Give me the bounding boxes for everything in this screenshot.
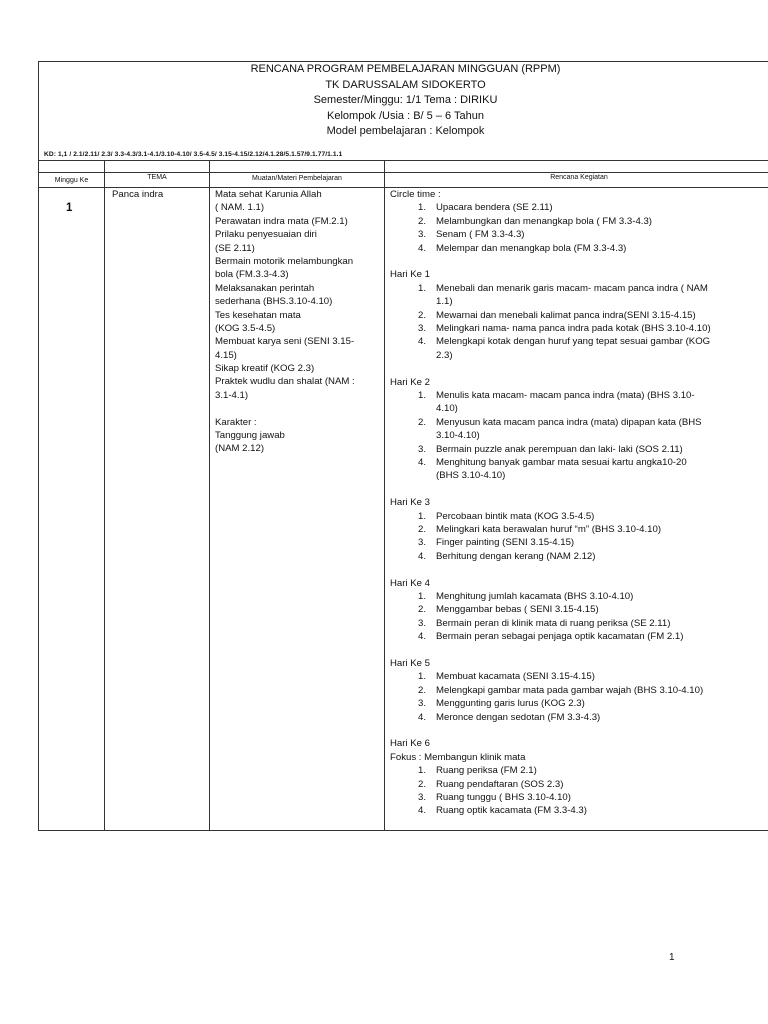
- col-divider-3: [384, 160, 385, 831]
- muatan-line: 3.1-4.1): [215, 389, 249, 401]
- muatan-line: (NAM 2.12): [215, 443, 265, 455]
- muatan-line: [215, 402, 355, 415]
- activity-text: Melempar dan menangkap bola (FM 3.3-4.3): [436, 242, 627, 254]
- activity-text: Ruang tunggu ( BHS 3.10-4.10): [436, 792, 571, 804]
- activity-item: [390, 443, 711, 456]
- activity-day-label: Hari Ke 4: [390, 577, 430, 589]
- activity-text: 2.3): [436, 349, 453, 361]
- muatan-line: Prilaku penyesuaian diri: [215, 229, 317, 241]
- muatan-line: Sikap kreatif (KOG 2.3): [215, 363, 315, 375]
- activity-text: Menghitung jumlah kacamata (BHS 3.10-4.10): [436, 591, 634, 603]
- activity-text: Menggambar bebas ( SENI 3.15-4.15): [436, 604, 599, 616]
- muatan-line: Bermain motorik melambungkan: [215, 255, 354, 267]
- section-spacer: [390, 644, 711, 657]
- document-title: RENCANA PROGRAM PEMBELAJARAN MINGGUAN (RPPM): [250, 63, 561, 75]
- activity-item: [390, 617, 711, 630]
- activity-number: 2.: [417, 684, 426, 696]
- activity-list: [390, 510, 711, 564]
- activity-number: 1.: [417, 591, 426, 603]
- activity-item: [390, 684, 711, 697]
- activity-number: 3.: [417, 698, 426, 710]
- activity-text: 3.10-4.10): [436, 430, 480, 442]
- col-divider-1: [104, 160, 105, 831]
- activity-item: [390, 282, 711, 309]
- activity-item: [390, 536, 711, 549]
- col-header-rencana: Rencana Kegiatan: [550, 174, 608, 181]
- page-number: 1: [669, 952, 675, 963]
- activity-text: Ruang optik kacamata (FM 3.3-4.3): [436, 805, 587, 817]
- activity-text: Menyusun kata macam panca indra (mata) dipapan kata (BHS: [436, 416, 702, 428]
- kd-line: KD: 1,1 / 2.1/2.11/ 2.3/ 3.3-4.3/3.1-4.1/3.10-4.10/ 3.5-4.5/ 3.15-4.15/2.12/4.1.28/5.1.57/9.1.77/1.1.1: [44, 151, 343, 158]
- activity-number: 4.: [417, 550, 426, 562]
- activity-item: [390, 201, 711, 214]
- activity-item: [390, 791, 711, 804]
- activity-item: [390, 764, 711, 777]
- muatan-line: ( NAM. 1.1): [215, 202, 265, 214]
- col-header-tema: TEMA: [147, 174, 167, 181]
- muatan-list: [215, 188, 355, 456]
- activity-item: [390, 416, 711, 443]
- activity-number: 2.: [417, 604, 426, 616]
- activity-text: Senam ( FM 3.3-4.3): [436, 229, 525, 241]
- activity-text: Ruang pendaftaran (SOS 2.3): [436, 778, 564, 790]
- muatan-line: (KOG 3.5-4.5): [215, 322, 276, 334]
- activity-number: 2.: [417, 778, 426, 790]
- activity-text: Menulis kata macam- macam panca indra (mata) (BHS 3.10-: [436, 390, 695, 402]
- activity-text: Meronce dengan sedotan (FM 3.3-4.3): [436, 711, 601, 723]
- activity-item: [390, 670, 711, 683]
- activity-number: 3.: [417, 792, 426, 804]
- school-name: TK DARUSSALAM SIDOKERTO: [325, 78, 486, 91]
- activity-day-label: Hari Ke 5: [390, 658, 430, 670]
- activity-list: [390, 201, 711, 255]
- muatan-line: Tanggung jawab: [215, 430, 285, 442]
- activity-number: 4.: [417, 711, 426, 723]
- activity-item: [390, 456, 711, 483]
- activity-day-label: Hari Ke 3: [390, 497, 430, 509]
- activity-item: [390, 804, 711, 817]
- activity-item: [390, 215, 711, 228]
- rppm-document: [38, 61, 768, 831]
- activity-number: 4.: [417, 242, 426, 254]
- activity-list: [390, 764, 711, 818]
- activity-number: 3.: [417, 617, 426, 629]
- muatan-line: Melaksanakan perintah: [215, 282, 315, 294]
- activity-text: Percobaan bintik mata (KOG 3.5-4.5): [436, 510, 595, 522]
- activity-item: [390, 603, 711, 616]
- activity-list: [390, 590, 711, 644]
- activity-text: Berhitung dengan kerang (NAM 2.12): [436, 550, 596, 562]
- activity-day-label: Hari Ke 1: [390, 269, 430, 281]
- activity-text: 1.1): [436, 296, 453, 308]
- activity-text: Bermain puzzle anak perempuan dan laki- laki (SOS 2.11): [436, 443, 683, 455]
- activity-text: Finger painting (SENI 3.15-4.15): [436, 537, 575, 549]
- activity-item: [390, 322, 711, 335]
- activity-text: Menghitung banyak gambar mata sesuai kartu angka10-20: [436, 457, 687, 469]
- activity-item: [390, 389, 711, 416]
- muatan-line: Membuat karya seni (SENI 3.15-: [215, 336, 355, 348]
- activity-number: 1.: [417, 282, 426, 294]
- activity-item: [390, 697, 711, 710]
- activity-number: 2.: [417, 416, 426, 428]
- muatan-line: Karakter :: [215, 416, 257, 428]
- activity-number: 2.: [417, 309, 426, 321]
- activity-item: [390, 630, 711, 643]
- activity-number: 2.: [417, 215, 426, 227]
- activity-number: 2.: [417, 524, 426, 536]
- group-age: Kelompok /Usia : B/ 5 – 6 Tahun: [327, 109, 484, 122]
- activity-text: Melengkapi gambar mata pada gambar wajah (BHS 3.10-4.10): [436, 684, 704, 696]
- muatan-line: Praktek wudlu dan shalat (NAM :: [215, 376, 355, 388]
- activity-text: 4.10): [436, 403, 458, 415]
- table-top-border: [39, 160, 768, 161]
- activity-item: [390, 309, 711, 322]
- activity-text: Menggunting garis lurus (KOG 2.3): [436, 698, 585, 710]
- section-spacer: [390, 563, 711, 576]
- activity-list: [390, 282, 711, 362]
- activity-number: 1.: [417, 671, 426, 683]
- minggu-ke-value: 1: [66, 202, 73, 214]
- document-header: [39, 62, 768, 140]
- muatan-line: 4.15): [215, 349, 237, 361]
- activity-item: [390, 335, 711, 362]
- tema-value: Panca indra: [112, 189, 164, 200]
- muatan-line: Mata sehat Karunia Allah: [215, 189, 322, 200]
- activity-item: [390, 510, 711, 523]
- activity-item: [390, 228, 711, 241]
- section-spacer: [390, 255, 711, 268]
- activity-list: [390, 389, 711, 483]
- activity-number: 1.: [417, 510, 426, 522]
- activity-text: Melengkapi kotak dengan huruf yang tepat sesuai gambar (KOG: [436, 336, 711, 348]
- activity-number: 1.: [417, 765, 426, 777]
- activity-number: 3.: [417, 443, 426, 455]
- activity-day-label: Circle time :: [390, 189, 441, 200]
- activity-item: [390, 711, 711, 724]
- activity-item: [390, 590, 711, 603]
- activity-item: [390, 523, 711, 536]
- activity-text: Ruang periksa (FM 2.1): [436, 765, 537, 777]
- header-row-top-border: [39, 172, 768, 173]
- activity-day-label: Hari Ke 2: [390, 376, 430, 388]
- activity-number: 1.: [417, 390, 426, 402]
- activity-text: (BHS 3.10-4.10): [436, 470, 506, 482]
- activity-text: Bermain peran sebagai penjaga optik kacamatan (FM 2.1): [436, 631, 684, 643]
- activity-text: Upacara bendera (SE 2.11): [436, 202, 553, 214]
- muatan-line: Perawatan indra mata (FM.2.1): [215, 215, 348, 227]
- activity-text: Melingkari nama- nama panca indra pada kotak (BHS 3.10-4.10): [436, 323, 711, 335]
- rencana-kegiatan: [390, 188, 711, 818]
- activity-item: [390, 242, 711, 255]
- activity-text: Menebali dan menarik garis macam- macam panca indra ( NAM: [436, 282, 708, 294]
- col-header-minggu: Minggu Ke: [54, 177, 89, 184]
- activity-number: 3.: [417, 323, 426, 335]
- activity-day-label: Hari Ke 6: [390, 738, 430, 750]
- activity-number: 4.: [417, 805, 426, 817]
- activity-number: 1.: [417, 202, 426, 214]
- activity-focus-label: Fokus : Membangun klinik mata: [390, 751, 526, 763]
- activity-text: Melambungkan dan menangkap bola ( FM 3.3-4.3): [436, 215, 652, 227]
- activity-text: Mewarnai dan menebali kalimat panca indra(SENI 3.15-4.15): [436, 309, 696, 321]
- activity-text: Bermain peran di klinik mata di ruang periksa (SE 2.11): [436, 617, 671, 629]
- activity-number: 3.: [417, 537, 426, 549]
- muatan-line: bola (FM.3.3-4.3): [215, 269, 289, 281]
- activity-list: [390, 670, 711, 724]
- activity-number: 4.: [417, 457, 426, 469]
- col-header-muatan: Muatan/Materi Pembelajaran: [252, 175, 342, 182]
- activity-number: 4.: [417, 631, 426, 643]
- muatan-line: Tes kesehatan mata: [215, 309, 301, 321]
- muatan-line: (SE 2.11): [215, 242, 255, 254]
- section-spacer: [390, 483, 711, 496]
- semester-theme: Semester/Minggu: 1/1 Tema : DIRIKU: [313, 94, 498, 106]
- section-spacer: [390, 724, 711, 737]
- learning-model: Model pembelajaran : Kelompok: [326, 125, 485, 137]
- activity-text: Membuat kacamata (SENI 3.15-4.15): [436, 671, 595, 683]
- activity-text: Melingkari kata berawalan huruf “m” (BHS 3.10-4.10): [436, 524, 662, 536]
- activity-item: [390, 778, 711, 791]
- activity-item: [390, 550, 711, 563]
- muatan-line: sederhana (BHS.3.10-4.10): [215, 296, 333, 308]
- col-divider-2: [209, 160, 210, 831]
- activity-number: 3.: [417, 229, 426, 241]
- activity-number: 4.: [417, 336, 426, 348]
- section-spacer: [390, 362, 711, 375]
